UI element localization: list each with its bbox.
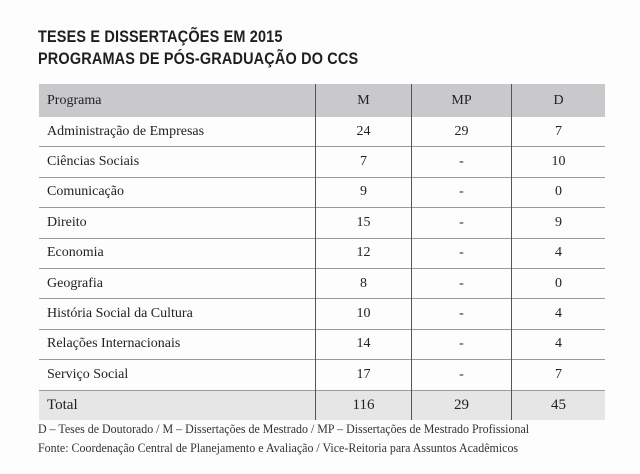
cell-mp: -: [412, 360, 512, 390]
legend-note: D – Teses de Doutorado / M – Dissertações de Mestrado / MP – Dissertações de Mestrado Profissional: [38, 421, 530, 436]
header-m: M: [316, 84, 412, 117]
cell-d: 7: [512, 117, 606, 147]
cell-m: 24: [316, 117, 412, 147]
source-note: Fonte: Coordenação Central de Planejamento e Avaliação / Vice-Reitoria para Assuntos Acadêmicos: [38, 440, 519, 455]
cell-m: 8: [316, 268, 412, 298]
page-title: [38, 26, 358, 70]
cell-m: 17: [316, 360, 412, 390]
cell-d: 7: [512, 360, 606, 390]
cell-d: 4: [512, 238, 606, 268]
total-cell-mp: 29: [412, 390, 512, 420]
table-row: [39, 329, 605, 359]
cell-d: 4: [512, 329, 606, 359]
header-mp: MP: [412, 84, 512, 117]
cell-mp: -: [412, 147, 512, 177]
table-row: [39, 299, 605, 329]
cell-programa: Serviço Social: [47, 366, 129, 382]
cell-programa: Comunicação: [47, 184, 124, 200]
cell-d: 0: [512, 177, 606, 207]
cell-m: 7: [316, 147, 412, 177]
total-cell-programa: Total: [47, 396, 78, 413]
cell-programa: História Social da Cultura: [47, 306, 193, 322]
cell-programa: Ciências Sociais: [47, 154, 140, 170]
table-row: [39, 360, 605, 390]
cell-m: 14: [316, 329, 412, 359]
title-line-2: PROGRAMAS DE PÓS-GRADUAÇÃO DO CCS: [38, 49, 359, 68]
table-row: [39, 147, 605, 177]
header-programa: Programa: [39, 84, 316, 117]
cell-mp: -: [412, 208, 512, 238]
cell-programa: Economia: [47, 245, 104, 261]
cell-m: 10: [316, 299, 412, 329]
cell-mp: -: [412, 238, 512, 268]
title-line-1: TESES E DISSERTAÇÕES EM 2015: [38, 27, 283, 46]
cell-d: 10: [512, 147, 606, 177]
cell-mp: -: [412, 268, 512, 298]
table-row: [39, 238, 605, 268]
cell-programa: Geografia: [47, 275, 103, 291]
cell-d: 9: [512, 208, 606, 238]
cell-mp: -: [412, 299, 512, 329]
cell-programa: Administração de Empresas: [47, 123, 205, 139]
table-row: [39, 177, 605, 207]
table-row: [39, 208, 605, 238]
cell-programa: Relações Internacionais: [47, 336, 181, 352]
total-row: [39, 390, 605, 420]
cell-mp: 29: [412, 117, 512, 147]
cell-d: 4: [512, 299, 606, 329]
cell-m: 9: [316, 177, 412, 207]
total-cell-m: 116: [316, 390, 412, 420]
cell-d: 0: [512, 268, 606, 298]
table-row: [39, 268, 605, 298]
table-header-row: [39, 84, 605, 117]
cell-programa: Direito: [47, 214, 87, 230]
cell-mp: -: [412, 177, 512, 207]
theses-table: [39, 84, 605, 420]
cell-m: 12: [316, 238, 412, 268]
cell-m: 15: [316, 208, 412, 238]
footnotes: [38, 419, 529, 457]
table-row: [39, 117, 605, 147]
cell-mp: -: [412, 329, 512, 359]
header-d: D: [512, 84, 606, 117]
total-cell-d: 45: [512, 390, 606, 420]
